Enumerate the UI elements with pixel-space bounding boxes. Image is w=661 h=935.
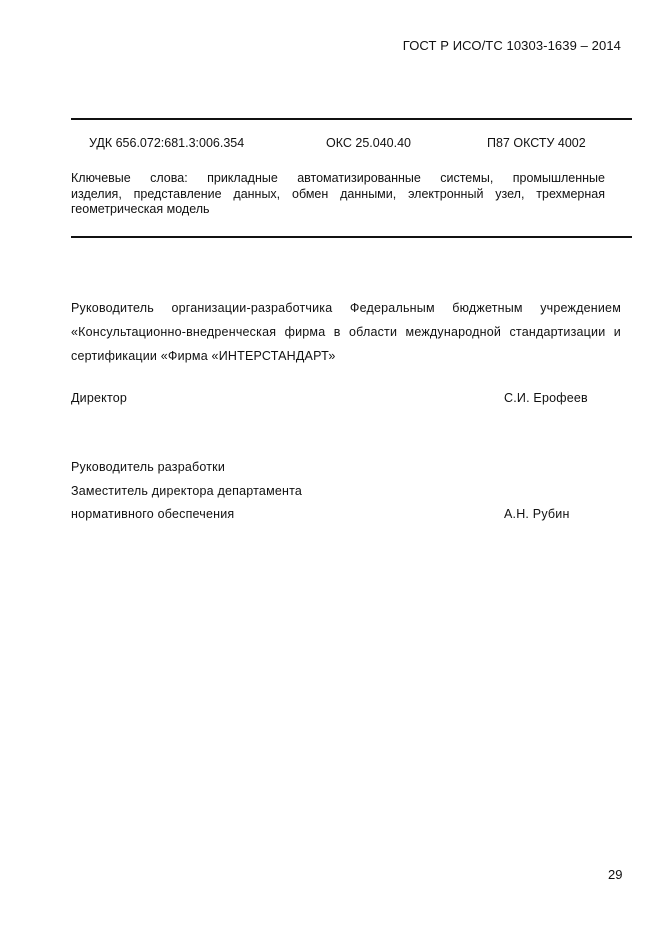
oks-code: ОКС 25.040.40: [326, 136, 411, 150]
bottom-divider: [71, 236, 632, 238]
dev-head-name: А.Н. Рубин: [504, 507, 570, 521]
dev-head-title-line-3: нормативного обеспечения: [71, 507, 235, 521]
organization-paragraph: Руководитель организации-разработчика Федеральным бюджетным учреждением «Консультационно-внедренческая фирма в области международной стандартизации и сертификации «Фирма «ИНТЕРСТАНДАРТ»: [71, 301, 621, 363]
director-name: С.И. Ерофеев: [504, 391, 588, 405]
standard-code-header: ГОСТ Р ИСО/ТС 10303-1639 – 2014: [402, 38, 621, 53]
keywords-line-3: геометрическая модель: [71, 202, 210, 216]
udk-code: УДК 656.072:681.3:006.354: [89, 136, 245, 150]
keywords-line-1: Ключевые слова: прикладные автоматизированные системы, промышленные: [71, 171, 605, 185]
dev-head-title-line-1: Руководитель разработки: [71, 460, 226, 474]
okstu-code: П87 ОКСТУ 4002: [487, 136, 586, 150]
page-number: 29: [608, 867, 623, 882]
keywords-block: [71, 171, 605, 218]
keywords-line-2: изделия, представление данных, обмен данными, электронный узел, трехмерная: [71, 186, 605, 201]
top-divider: [71, 118, 632, 120]
director-title: Директор: [71, 391, 128, 405]
dev-head-title-line-2: Заместитель директора департамента: [71, 484, 303, 498]
